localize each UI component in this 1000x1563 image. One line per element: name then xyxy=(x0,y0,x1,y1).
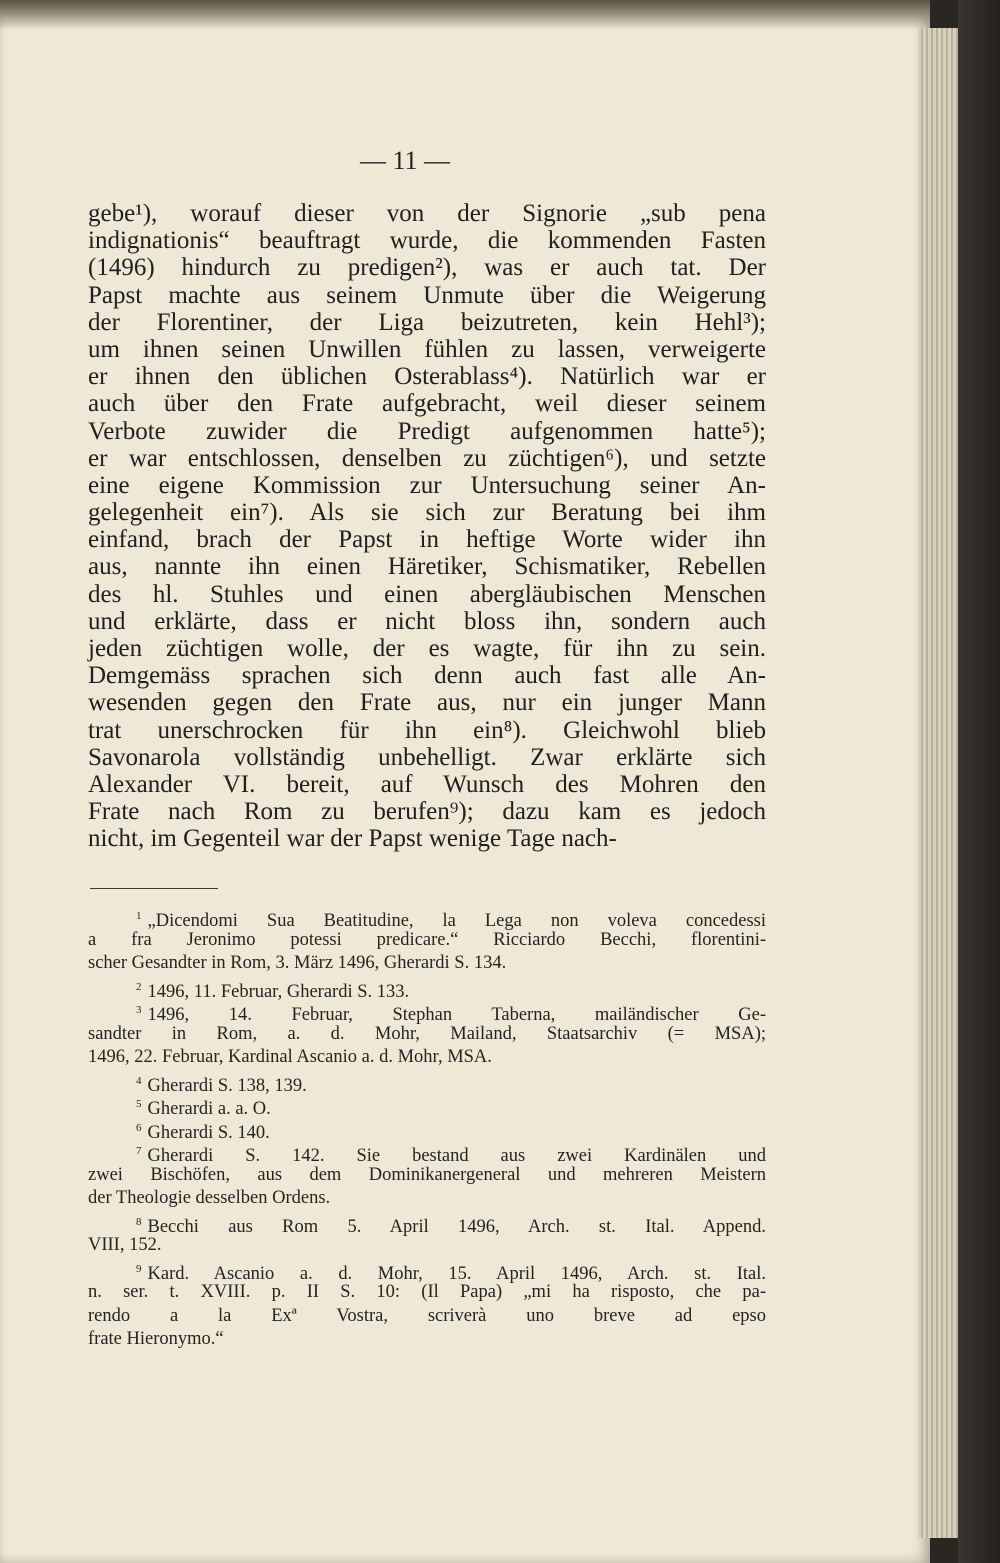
footnote-text: 1496, 22. Februar, Kardinal Ascanio a. d. Mohr, MSA. xyxy=(88,1047,492,1067)
footnote-line xyxy=(88,999,766,1026)
footnote-line xyxy=(88,1093,766,1120)
footnote-number: 9 xyxy=(136,1262,142,1275)
page-edges xyxy=(918,28,958,1538)
footnote-3 xyxy=(88,999,766,1070)
footnote-text: 1496, 14. Februar, Stephan Taberna, mailändischer Ge- xyxy=(147,1005,766,1026)
footnote-8 xyxy=(88,1211,766,1258)
page-number: — 11 — xyxy=(359,146,451,175)
footnote-text: frate Hieronymo.“ xyxy=(88,1329,224,1349)
footnote-line xyxy=(88,1328,766,1352)
footnote-7 xyxy=(88,1140,766,1211)
footnote-1 xyxy=(88,905,766,976)
body-line: der Florentiner, der Liga beizutreten, kein Hehl³); xyxy=(88,308,766,336)
footnote-text: Gherardi a. a. O. xyxy=(147,1099,271,1120)
footnote-text: Becchi aus Rom 5. April 1496, Arch. st. Ital. Append. xyxy=(147,1216,766,1237)
body-line: jeden züchtigen wolle, der es wagte, für ihn zu sein. xyxy=(88,635,766,662)
footnote-line xyxy=(88,976,766,1000)
body-text xyxy=(88,200,766,853)
footnote-rule xyxy=(90,888,218,889)
footnote-number: 6 xyxy=(136,1121,142,1134)
footnote-text: Gherardi S. 142. Sie bestand aus zwei Kardinälen und xyxy=(147,1146,766,1167)
body-line: gelegenheit ein⁷). Als sie sich zur Beratung bei ihm xyxy=(88,499,766,527)
body-line: des hl. Stuhles und einen abergläubischen Menschen xyxy=(88,580,766,608)
body-line: nicht, im Gegenteil war der Papst wenige Tage nach- xyxy=(88,825,617,853)
footnote-number: 5 xyxy=(136,1098,142,1110)
footnote-line xyxy=(88,952,766,976)
body-line: eine eigene Kommission zur Untersuchung seiner An- xyxy=(88,471,766,499)
body-line: trat unerschrocken für ihn ein⁸). Gleichwohl blieb xyxy=(88,716,766,744)
footnote-number: 1 xyxy=(136,910,142,922)
footnote-text: der Theologie desselben Ordens. xyxy=(88,1188,331,1208)
footnote-number: 4 xyxy=(136,1074,142,1087)
body-line: er war entschlossen, denselben zu züchtigen⁶), und setzte xyxy=(88,444,766,472)
footnote-line xyxy=(88,1234,766,1258)
footnote-text: Gherardi S. 138, 139. xyxy=(147,1075,307,1096)
body-line: Savonarola vollständig unbehelligt. Zwar erklärte sich xyxy=(88,743,766,771)
footnote-text: VIII, 152. xyxy=(88,1235,162,1255)
footnotes xyxy=(88,905,766,1352)
body-line: Demgemäss sprachen sich denn auch fast alle An- xyxy=(88,662,766,690)
footnote-text: Gherardi S. 140. xyxy=(147,1122,270,1143)
body-line: er ihnen den üblichen Osterablass⁴). Natürlich war er xyxy=(88,363,766,391)
footnote-line xyxy=(88,1117,766,1141)
footnote-line xyxy=(88,1070,766,1094)
footnote-line xyxy=(88,1140,766,1167)
footnote-text: „Dicendomi Sua Beatitudine, la Lega non voleva concedessi xyxy=(147,911,766,932)
body-line: Papst machte aus seinem Unmute über die Weigerung xyxy=(88,281,766,309)
body-line: gebe¹), worauf dieser von der Signorie „sub pena xyxy=(88,200,766,227)
body-line: und erklärte, dass er nicht bloss ihn, sondern auch xyxy=(88,607,766,635)
body-line: wesenden gegen den Frate aus, nur ein junger Mann xyxy=(88,689,766,717)
footnote-text: n. ser. t. XVIII. p. II S. 10: (Il Papa) „mi ha risposto, che pa- xyxy=(88,1282,766,1302)
footnote-number: 2 xyxy=(136,980,142,993)
footnote-9 xyxy=(88,1258,766,1352)
footnote-5 xyxy=(88,1093,766,1120)
body-line: um ihnen seinen Unwillen fühlen zu lassen, verweigerte xyxy=(88,335,766,363)
body-line: Alexander VI. bereit, auf Wunsch des Mohren den xyxy=(88,770,766,798)
footnote-text: Kard. Ascanio a. d. Mohr, 15. April 1496, Arch. st. Ital. xyxy=(147,1263,766,1284)
footnote-text: scher Gesandter in Rom, 3. März 1496, Gherardi S. 134. xyxy=(88,953,507,973)
footnote-text: rendo a la Exª Vostra, scriverà uno breve ad epso xyxy=(88,1305,766,1326)
footnote-number: 8 xyxy=(136,1215,142,1228)
footnote-line xyxy=(88,1187,766,1211)
footnote-line xyxy=(88,1211,766,1235)
body-line: einfand, brach der Papst in heftige Worte wider ihn xyxy=(88,526,766,554)
body-line: Frate nach Rom zu berufen⁹); dazu kam es jedoch xyxy=(88,798,766,826)
footnote-text: a fra Jeronimo potessi predicare.“ Ricciardo Becchi, florentini- xyxy=(88,929,766,950)
body-line: (1496) hindurch zu predigen²), was er auch tat. Der xyxy=(88,254,766,282)
body-line: aus, nannte ihn einen Häretiker, Schismatiker, Rebellen xyxy=(88,553,766,581)
book-cover-edge xyxy=(958,0,1000,1563)
footnote-2 xyxy=(88,976,766,1000)
footnote-line xyxy=(88,1046,766,1070)
footnote-6 xyxy=(88,1117,766,1141)
footnote-text: 1496, 11. Februar, Gherardi S. 133. xyxy=(147,981,410,1002)
body-line: Verbote zuwider die Predigt aufgenommen hatte⁵); xyxy=(88,417,766,445)
footnote-line xyxy=(88,905,766,932)
footnote-text: sandter in Rom, a. d. Mohr, Mailand, Staatsarchiv (= MSA); xyxy=(88,1023,766,1044)
footnote-text: zwei Bischöfen, aus dem Dominikanergeneral und mehreren Meistern xyxy=(88,1164,766,1185)
footnote-number: 7 xyxy=(136,1145,142,1157)
footnote-line xyxy=(88,929,766,953)
footnote-line xyxy=(88,1281,766,1305)
body-line: auch über den Frate aufgebracht, weil dieser seinem xyxy=(88,390,766,418)
footnote-line xyxy=(88,1305,766,1329)
page-top-stain xyxy=(0,0,930,30)
footnote-number: 3 xyxy=(136,1004,142,1016)
body-line: indignationis“ beauftragt wurde, die kommenden Fasten xyxy=(88,227,766,255)
footnote-4 xyxy=(88,1070,766,1094)
footnote-line xyxy=(88,1164,766,1188)
footnote-line xyxy=(88,1258,766,1282)
footnote-line xyxy=(88,1023,766,1047)
